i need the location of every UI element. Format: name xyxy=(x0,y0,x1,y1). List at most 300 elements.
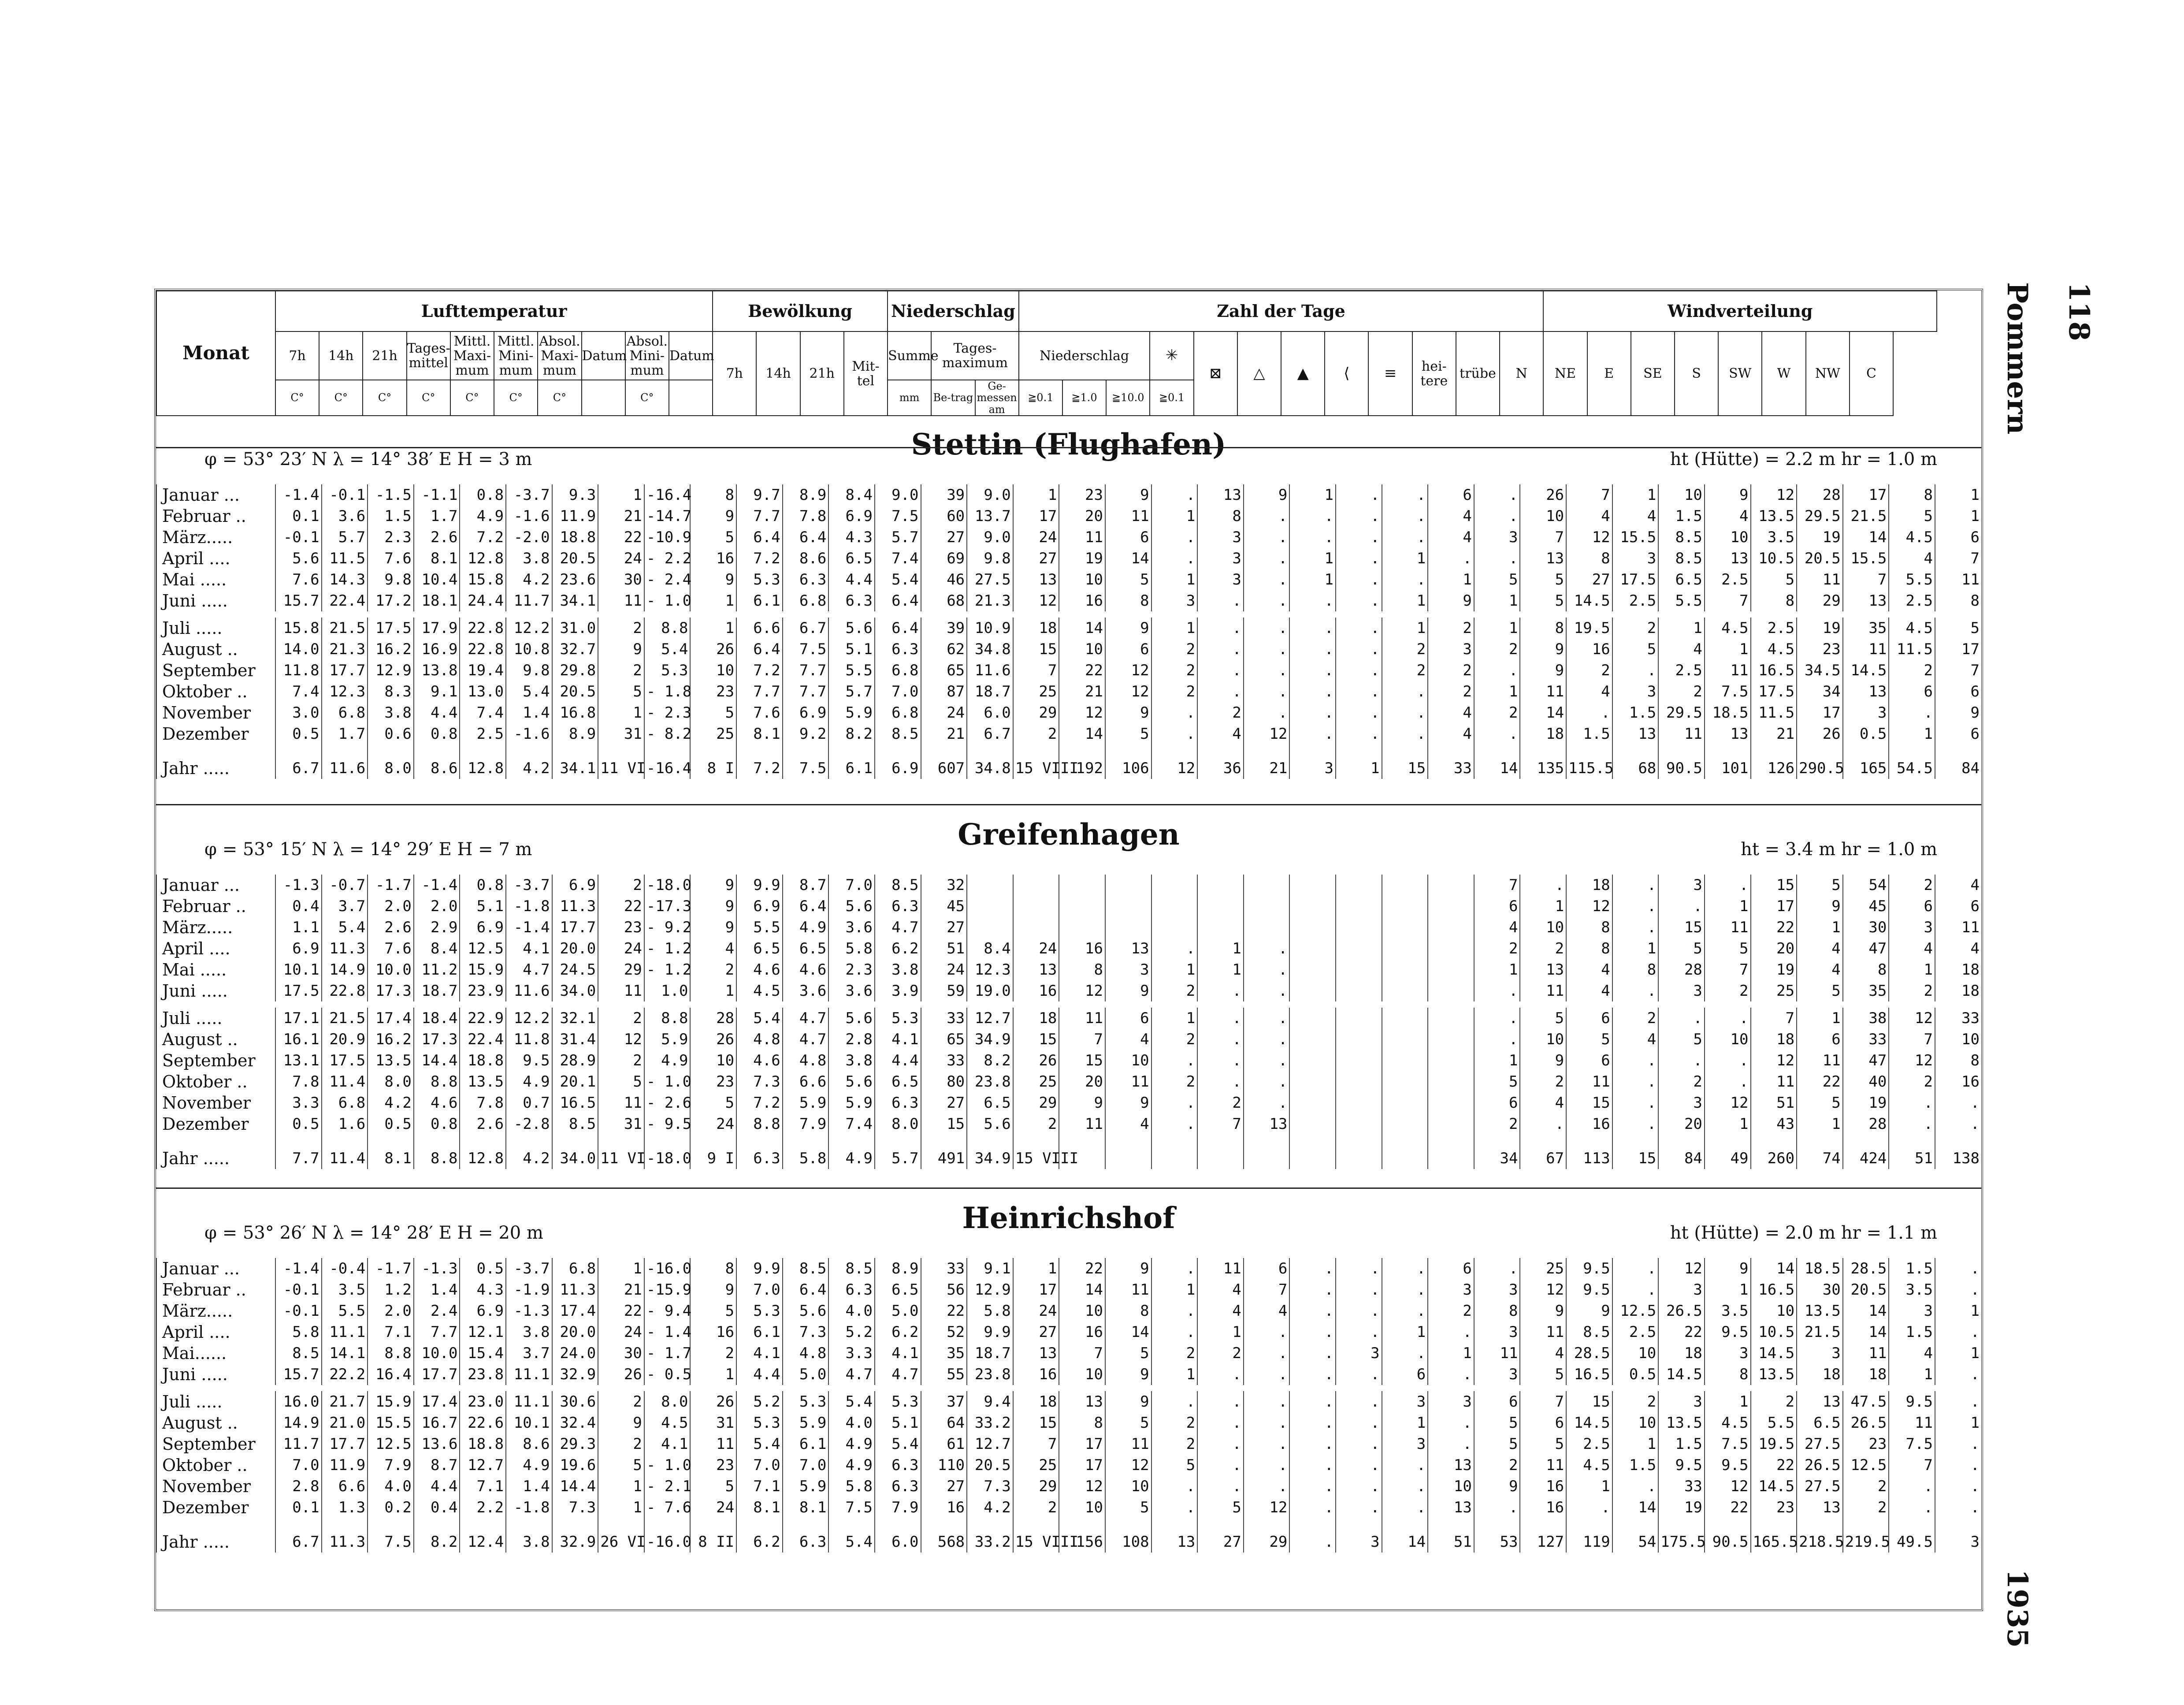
table-cell: 15 xyxy=(1059,1050,1105,1071)
table-cell: . xyxy=(1197,1433,1244,1455)
table-cell: 14.4 xyxy=(552,1476,598,1497)
table-cell: 12.8 xyxy=(460,1135,506,1169)
table-row xyxy=(156,723,1981,745)
table-cell: 26.5 xyxy=(1797,1455,1843,1476)
table-cell: 5.9 xyxy=(783,1092,829,1113)
table-cell: 9 xyxy=(1705,1258,1751,1279)
table-cell: 69 xyxy=(921,548,967,569)
table-cell: 4.1 xyxy=(875,1343,921,1364)
table-cell: 34.1 xyxy=(552,590,598,611)
table-cell: . xyxy=(1705,1008,1751,1029)
table-cell: 10.9 xyxy=(967,618,1013,639)
table-cell: . xyxy=(1428,1433,1474,1455)
table-cell: 65 xyxy=(921,1029,967,1050)
table-cell: 2 xyxy=(1843,1497,1889,1518)
table-cell: . xyxy=(1382,1497,1428,1518)
header-group-temperature: Lufttemperatur xyxy=(275,291,713,331)
table-cell: 5.6 xyxy=(828,618,875,639)
table-cell: 80 xyxy=(921,1071,967,1092)
table-cell: 3 xyxy=(1658,1092,1705,1113)
section-divider xyxy=(156,804,1981,805)
table-cell: 10 xyxy=(1520,1029,1566,1050)
table-cell: 23.8 xyxy=(967,1071,1013,1092)
table-cell: 12.2 xyxy=(506,618,552,639)
table-cell: . xyxy=(1658,1008,1705,1029)
table-cell: 12 xyxy=(1520,1279,1566,1300)
year-row xyxy=(156,1518,1981,1552)
station-heights: ht (Hütte) = 2.0 m hr = 1.1 m xyxy=(1670,1223,1937,1243)
table-cell: 5 xyxy=(1105,1497,1151,1518)
table-cell: 11 xyxy=(690,1433,736,1455)
table-cell: 9 xyxy=(1520,1300,1566,1322)
table-cell: 0.8 xyxy=(414,723,460,745)
table-cell: 1 xyxy=(598,702,644,723)
table-cell: 4.0 xyxy=(828,1300,875,1322)
table-cell: 1 xyxy=(1658,618,1705,639)
table-cell: 7 xyxy=(1889,1455,1935,1476)
table-cell: 11.9 xyxy=(552,506,598,527)
table-cell: 2.5 xyxy=(1889,590,1935,611)
table-cell: 13 xyxy=(1797,1391,1843,1412)
table-cell: . xyxy=(1289,1364,1336,1385)
table-cell: 53 xyxy=(1474,1518,1520,1552)
table-cell: 8 xyxy=(1612,959,1659,980)
table-cell: . xyxy=(1612,1113,1659,1135)
table-cell: 7 xyxy=(1244,1279,1290,1300)
table-cell: 51 xyxy=(1751,1092,1797,1113)
table-cell: 3.6 xyxy=(783,980,829,1001)
table-cell: . xyxy=(1289,1322,1336,1343)
table-cell: 11.6 xyxy=(967,660,1013,681)
table-cell: . xyxy=(1289,702,1336,723)
table-cell: 4.1 xyxy=(644,1433,691,1455)
table-cell: 6.3 xyxy=(875,896,921,917)
table-cell: 11.7 xyxy=(506,590,552,611)
header-temp-col: 21h xyxy=(363,331,406,380)
table-cell: 10.0 xyxy=(368,959,414,980)
table-cell: . xyxy=(1382,1343,1428,1364)
table-cell: 8.3 xyxy=(368,681,414,702)
table-cell: 29 xyxy=(1797,590,1843,611)
table-cell: 16 xyxy=(690,548,736,569)
table-cell: 23.0 xyxy=(460,1391,506,1412)
table-cell: 1.4 xyxy=(506,702,552,723)
table-cell: 8.8 xyxy=(368,1343,414,1364)
table-cell: 15.8 xyxy=(275,618,322,639)
table-cell: 1 xyxy=(1474,590,1520,611)
table-cell: 6.0 xyxy=(967,702,1013,723)
table-cell: 2.0 xyxy=(368,1300,414,1322)
table-cell: 4.9 xyxy=(783,917,829,938)
table-cell: 7.3 xyxy=(552,1497,598,1518)
table-cell: . xyxy=(1935,1391,1981,1412)
header-cloud-col: 21h xyxy=(800,331,844,416)
table-cell: 9 xyxy=(1428,590,1474,611)
table-cell: 9 xyxy=(690,917,736,938)
table-cell: 5.9 xyxy=(828,702,875,723)
table-cell: 23.8 xyxy=(967,1364,1013,1385)
table-cell: 34 xyxy=(1474,1135,1520,1169)
table-cell: 16.5 xyxy=(1751,660,1797,681)
table-cell: . xyxy=(1197,1050,1244,1071)
table-cell: . xyxy=(1197,639,1244,660)
table-cell: 16.7 xyxy=(414,1412,460,1433)
table-cell: 6.5 xyxy=(736,938,783,959)
table-cell xyxy=(1428,917,1474,938)
table-cell: 4 xyxy=(1566,506,1612,527)
table-cell xyxy=(1336,896,1382,917)
table-row xyxy=(156,1476,1981,1497)
table-cell: 3.8 xyxy=(506,548,552,569)
table-cell: 6.3 xyxy=(736,1135,783,1169)
table-cell: 4.1 xyxy=(875,1029,921,1050)
table-cell: 5.2 xyxy=(736,1391,783,1412)
table-cell: 6.1 xyxy=(736,590,783,611)
table-cell: 1 xyxy=(1151,569,1198,590)
table-cell: 4 xyxy=(1520,1343,1566,1364)
table-cell: 8.9 xyxy=(552,723,598,745)
table-cell: 5 xyxy=(1935,618,1981,639)
table-cell: 8.6 xyxy=(414,745,460,779)
table-cell: 16 xyxy=(1566,1113,1612,1135)
table-cell: 7.7 xyxy=(414,1322,460,1343)
month-label: Mai...... xyxy=(156,1343,275,1364)
table-cell: 8.1 xyxy=(414,548,460,569)
table-cell: 13 xyxy=(1428,1497,1474,1518)
table-cell: 21 xyxy=(1244,745,1290,779)
table-cell xyxy=(1428,1029,1474,1050)
section-divider xyxy=(156,447,1981,448)
table-cell: 10 xyxy=(1520,506,1566,527)
table-cell: 13.5 xyxy=(1658,1412,1705,1433)
table-cell: 13.8 xyxy=(414,660,460,681)
header-cloud-col: 14h xyxy=(756,331,800,416)
table-cell: 3.5 xyxy=(1751,527,1797,548)
table-cell: 27 xyxy=(1197,1518,1244,1552)
month-label: April .... xyxy=(156,548,275,569)
month-label: Dezember xyxy=(156,1497,275,1518)
table-cell: 6 xyxy=(1105,639,1151,660)
table-cell: 5.3 xyxy=(783,1391,829,1412)
table-cell xyxy=(967,917,1013,938)
table-cell: 7 xyxy=(1013,660,1059,681)
table-cell: 7.7 xyxy=(275,1135,322,1169)
table-cell: 8 xyxy=(1889,484,1935,506)
table-cell: 1.1 xyxy=(275,917,322,938)
table-cell: 135 xyxy=(1520,745,1566,779)
table-cell: 35 xyxy=(1843,980,1889,1001)
table-cell: 7.9 xyxy=(368,1455,414,1476)
table-cell: 11.3 xyxy=(322,938,368,959)
table-cell: 7.3 xyxy=(967,1476,1013,1497)
table-cell: 4.7 xyxy=(783,1008,829,1029)
table-cell: 12 xyxy=(598,1029,644,1050)
table-cell: 6 xyxy=(1935,681,1981,702)
table-cell: 6.4 xyxy=(783,1279,829,1300)
table-cell: 2 xyxy=(1197,1092,1244,1113)
region-title: Pommern xyxy=(2001,282,2034,435)
table-cell: . xyxy=(1935,1113,1981,1135)
table-cell: 9 xyxy=(1520,639,1566,660)
header-wind-col: E xyxy=(1587,331,1631,416)
table-cell: 1.5 xyxy=(368,506,414,527)
table-cell: -16.4 xyxy=(644,745,691,779)
table-cell: 8.1 xyxy=(736,1497,783,1518)
table-cell: . xyxy=(1151,484,1198,506)
table-cell: 2 xyxy=(1843,1476,1889,1497)
table-cell: 5 xyxy=(1797,980,1843,1001)
table-cell: -1.8 xyxy=(506,896,552,917)
table-cell: 15 xyxy=(1013,639,1059,660)
table-cell: 1 xyxy=(1474,618,1520,639)
table-cell xyxy=(1428,875,1474,896)
table-cell: 14 xyxy=(1059,723,1105,745)
table-cell: 17 xyxy=(1013,506,1059,527)
table-cell xyxy=(1059,875,1105,896)
table-cell: 11.1 xyxy=(506,1391,552,1412)
table-cell: 4 xyxy=(1197,1300,1244,1322)
table-cell: 1 xyxy=(1289,484,1336,506)
header-days-symbol-icon: △ xyxy=(1237,331,1281,416)
table-cell: 9.9 xyxy=(736,1258,783,1279)
table-cell: . xyxy=(1935,1433,1981,1455)
table-row xyxy=(156,1433,1981,1455)
table-cell: 15.9 xyxy=(460,959,506,980)
table-cell: 6 xyxy=(1935,723,1981,745)
table-cell xyxy=(1336,1071,1382,1092)
table-cell: 2 xyxy=(1612,1008,1659,1029)
table-cell: 61 xyxy=(921,1433,967,1455)
table-cell: 1 xyxy=(1151,1008,1198,1029)
month-label: Mai ..... xyxy=(156,569,275,590)
table-cell: 43 xyxy=(1751,1113,1797,1135)
table-cell: 5 xyxy=(1658,1029,1705,1050)
table-cell xyxy=(1428,938,1474,959)
table-cell: 4.8 xyxy=(783,1343,829,1364)
table-cell: 9.5 xyxy=(1658,1455,1705,1476)
table-cell: . xyxy=(1244,527,1290,548)
table-cell: 11 VI xyxy=(598,1135,644,1169)
table-cell: 0.8 xyxy=(460,875,506,896)
table-cell: 5 xyxy=(690,1300,736,1322)
table-cell: . xyxy=(1289,1455,1336,1476)
table-cell: 5 xyxy=(1474,569,1520,590)
table-cell: 28 xyxy=(1797,484,1843,506)
header-temp-col: Mittl. Maxi-mum xyxy=(450,331,494,380)
table-cell: 3.6 xyxy=(828,980,875,1001)
table-cell: 90.5 xyxy=(1705,1518,1751,1552)
header-temp-col: Absol. Maxi-mum xyxy=(538,331,581,380)
table-cell: - 9.2 xyxy=(644,917,691,938)
table-cell: . xyxy=(1474,1497,1520,1518)
table-cell: 14 xyxy=(1843,1322,1889,1343)
table-cell: 7.5 xyxy=(368,1518,414,1552)
table-cell: 0.5 xyxy=(460,1258,506,1279)
table-cell: 2 xyxy=(1474,1113,1520,1135)
table-cell: . xyxy=(1336,618,1382,639)
table-cell: . xyxy=(1382,681,1428,702)
table-cell: 25 xyxy=(1013,1455,1059,1476)
table-cell: 54.5 xyxy=(1889,745,1935,779)
table-cell: 22 xyxy=(1705,1497,1751,1518)
table-cell: 260 xyxy=(1751,1135,1797,1169)
table-cell xyxy=(1428,1092,1474,1113)
table-cell: 15.7 xyxy=(275,1364,322,1385)
table-cell: 7.5 xyxy=(1705,1433,1751,1455)
table-cell: 4 xyxy=(1566,959,1612,980)
table-cell xyxy=(1013,917,1059,938)
table-cell: 14 xyxy=(1843,527,1889,548)
table-cell: 38 xyxy=(1843,1008,1889,1029)
station-coords: φ = 53° 15′ N λ = 14° 29′ E H = 7 m xyxy=(204,839,532,860)
table-cell: 18.5 xyxy=(1797,1258,1843,1279)
table-cell: 17 xyxy=(1843,484,1889,506)
table-cell: 4 xyxy=(1474,917,1520,938)
table-cell: 52 xyxy=(921,1322,967,1343)
table-cell: 12.5 xyxy=(1612,1300,1659,1322)
table-cell: 7.5 xyxy=(783,639,829,660)
table-cell: . xyxy=(1889,702,1935,723)
table-cell: . xyxy=(1474,660,1520,681)
month-label: Juli ..... xyxy=(156,618,275,639)
table-cell: 3.3 xyxy=(275,1092,322,1113)
table-cell: -16.4 xyxy=(644,484,691,506)
table-cell: 6.5 xyxy=(1797,1412,1843,1433)
table-cell: 13.5 xyxy=(1751,506,1797,527)
table-cell: 6 xyxy=(1566,1008,1612,1029)
table-cell: 6.9 xyxy=(736,896,783,917)
month-label: Mai ..... xyxy=(156,959,275,980)
table-cell: 4.2 xyxy=(506,745,552,779)
table-cell xyxy=(1382,1135,1428,1169)
table-cell: 9.5 xyxy=(1566,1279,1612,1300)
table-cell: . xyxy=(1151,702,1198,723)
table-cell: 7.2 xyxy=(460,527,506,548)
table-cell: 10 xyxy=(1105,1476,1151,1497)
table-cell: 10 xyxy=(1658,484,1705,506)
table-cell: 26 xyxy=(598,1364,644,1385)
table-cell: 175.5 xyxy=(1658,1518,1705,1552)
header-wind-col: SW xyxy=(1718,331,1762,416)
table-cell: 6.1 xyxy=(783,1433,829,1455)
table-cell: 23 xyxy=(1751,1497,1797,1518)
table-cell: . xyxy=(1336,1300,1382,1322)
table-cell: . xyxy=(1244,681,1290,702)
table-cell: 51 xyxy=(1889,1135,1935,1169)
table-cell: 1 xyxy=(1151,618,1198,639)
table-cell: 22 xyxy=(1751,1455,1797,1476)
table-cell xyxy=(1013,896,1059,917)
table-cell: 8.5 xyxy=(783,1258,829,1279)
table-cell: 20 xyxy=(1751,938,1797,959)
table-cell: 68 xyxy=(921,590,967,611)
header-temp-unit: C° xyxy=(450,380,494,416)
station-block xyxy=(156,427,1981,802)
table-cell: 8.8 xyxy=(644,618,691,639)
table-cell: -1.4 xyxy=(506,917,552,938)
table-cell: . xyxy=(1197,590,1244,611)
table-cell: 9 xyxy=(1244,484,1290,506)
table-cell: 9.7 xyxy=(736,484,783,506)
table-cell: 5.6 xyxy=(783,1300,829,1322)
table-cell: 25 xyxy=(1520,1258,1566,1279)
table-cell: 1 xyxy=(1935,506,1981,527)
table-cell: 9 xyxy=(1105,1258,1151,1279)
table-cell: 17 xyxy=(1751,896,1797,917)
table-cell: 2 xyxy=(690,1343,736,1364)
table-cell: -1.1 xyxy=(414,484,460,506)
month-label: Jahr ..... xyxy=(156,745,275,779)
table-cell: 12 xyxy=(1059,980,1105,1001)
table-cell: 6.2 xyxy=(875,938,921,959)
table-cell: 3 xyxy=(1889,1300,1935,1322)
table-row xyxy=(156,1071,1981,1092)
table-cell: 17 xyxy=(1059,1433,1105,1455)
table-cell: . xyxy=(1289,1391,1336,1412)
table-cell: 11.5 xyxy=(322,548,368,569)
table-cell: 6 xyxy=(1797,1029,1843,1050)
table-cell: 6.9 xyxy=(460,1300,506,1322)
table-cell: 6.9 xyxy=(275,938,322,959)
header-group-wind: Windverteilung xyxy=(1543,291,1937,331)
table-cell: 18 xyxy=(1013,1008,1059,1029)
table-cell: 33 xyxy=(1658,1476,1705,1497)
table-cell: 5.9 xyxy=(783,1412,829,1433)
table-cell: 7.5 xyxy=(875,506,921,527)
table-cell: . xyxy=(1336,527,1382,548)
table-row xyxy=(156,639,1981,660)
table-cell: . xyxy=(1244,1343,1290,1364)
table-cell: 1 xyxy=(1382,548,1428,569)
table-cell: 18.5 xyxy=(1705,702,1751,723)
table-cell: 8.8 xyxy=(414,1071,460,1092)
table-cell xyxy=(1382,980,1428,1001)
header-wind-col: N xyxy=(1500,331,1543,416)
table-cell: 11 xyxy=(1751,1071,1797,1092)
table-cell: 1.7 xyxy=(322,723,368,745)
table-cell: 4.5 xyxy=(1751,639,1797,660)
table-cell: . xyxy=(1336,590,1382,611)
table-cell: -1.6 xyxy=(506,723,552,745)
table-cell: 17.9 xyxy=(414,618,460,639)
table-cell: 1 xyxy=(1428,569,1474,590)
table-cell: 5 xyxy=(1105,1412,1151,1433)
table-cell: 54 xyxy=(1843,875,1889,896)
table-cell: . xyxy=(1658,896,1705,917)
month-label: Dezember xyxy=(156,723,275,745)
table-cell: 15 xyxy=(1751,875,1797,896)
table-cell: 34.9 xyxy=(967,1135,1013,1169)
table-cell: 19 xyxy=(1751,959,1797,980)
table-cell: 14 xyxy=(1474,745,1520,779)
table-cell: 12 xyxy=(1889,1008,1935,1029)
table-cell: 1 xyxy=(1474,959,1520,980)
table-cell: 40 xyxy=(1843,1071,1889,1092)
table-cell: 11.6 xyxy=(322,745,368,779)
table-cell: 2 xyxy=(690,959,736,980)
table-row xyxy=(156,1029,1981,1050)
table-cell: 3.7 xyxy=(506,1343,552,1364)
table-cell: 6.3 xyxy=(783,569,829,590)
table-cell: 5.0 xyxy=(783,1364,829,1385)
table-cell: 10.8 xyxy=(506,639,552,660)
table-cell: 11 xyxy=(1105,1071,1151,1092)
table-cell: 7.1 xyxy=(736,1476,783,1497)
table-cell: 4.4 xyxy=(736,1364,783,1385)
table-cell: 4.9 xyxy=(644,1050,691,1071)
table-cell: 22.8 xyxy=(460,618,506,639)
table-cell: . xyxy=(1244,1029,1290,1050)
